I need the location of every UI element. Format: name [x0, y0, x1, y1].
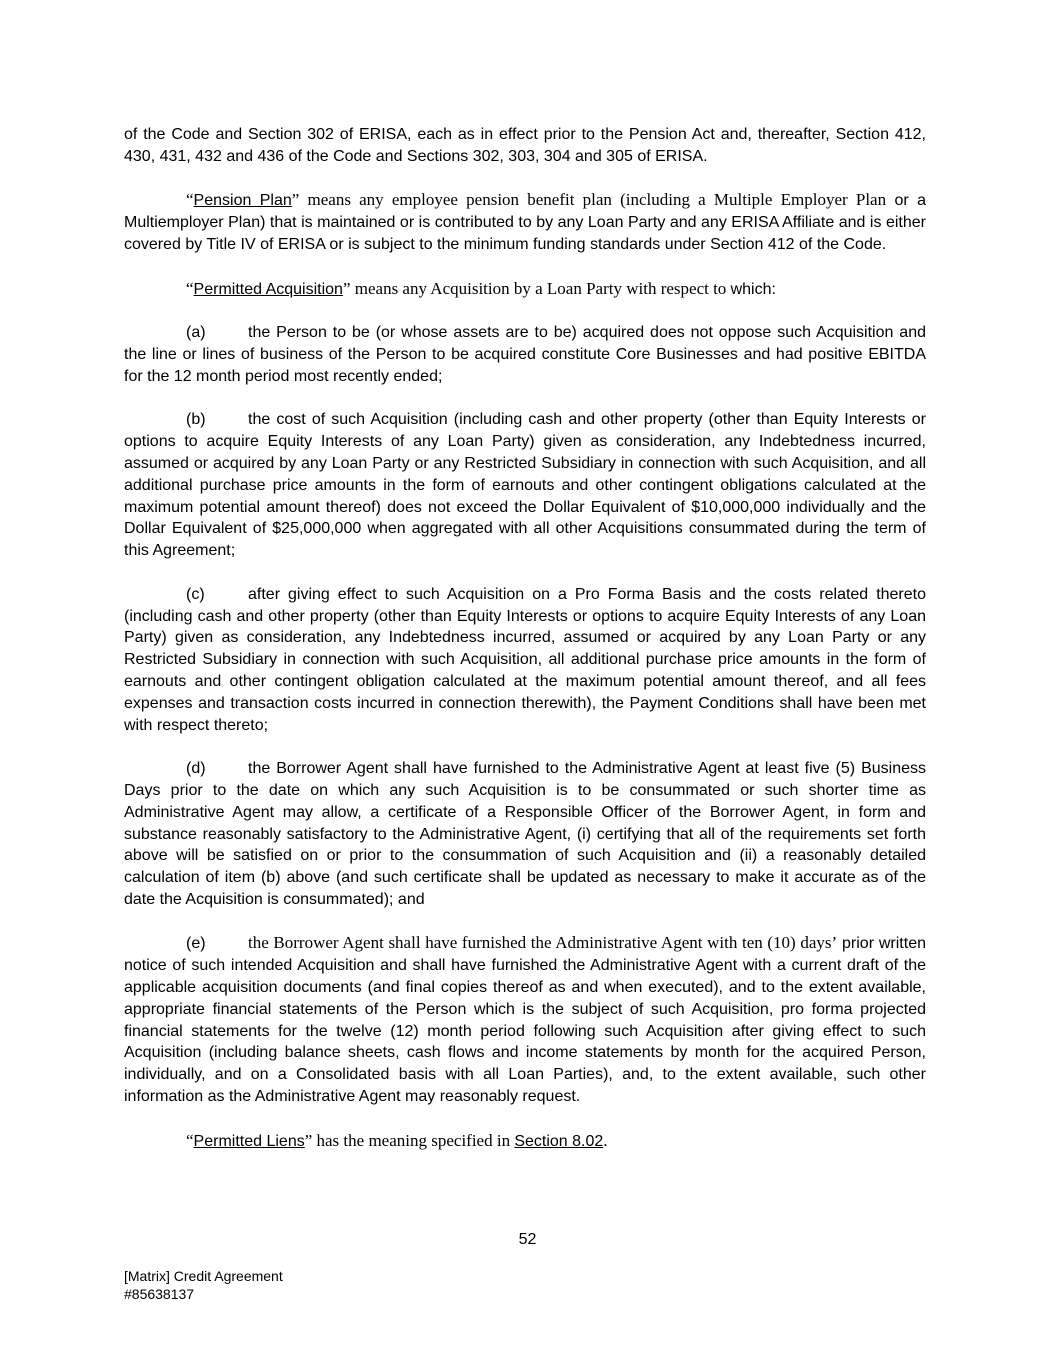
defined-term-permitted-acquisition: Permitted Acquisition: [193, 280, 343, 298]
definition-text: which:: [730, 280, 776, 298]
intro-continuation: of the Code and Section 302 of ERISA, each as in effect prior to the Pension Act and, thereafter, Section 412, 430, 431, 432 and 436 of the Code and Sections 302, 303, 304 and 305 of ERISA.: [124, 126, 926, 165]
open-quote: “: [186, 1130, 194, 1150]
clause-e: [124, 932, 926, 1107]
open-quote: “: [186, 190, 194, 210]
clause-text: after giving effect to such Acquisition on a Pro Forma Basis and the costs related thereto (including cash and other property (other than Equity Interests or options to acquire Equity Interests of any Loan Party) given as consideration, any Indebtedness incurred, assumed or acquired by any Loan Party or any Restricted Subsidiary in connection with such Acquisition, all additional purchase price amounts in the form of earnouts and other contingent obligation calculated at the maximum potential amount thereof, and all fees expenses and transaction costs incurred in connection therewith), the Payment Conditions shall have been met with respect thereto;: [124, 585, 926, 734]
close-quote: ”: [342, 278, 351, 298]
footer-document-name: [Matrix] Credit Agreement: [124, 1268, 283, 1284]
clause-text: prior written notice of such intended Acquisition and shall have furnished the Administrative Agent with a current draft of the applicable acquisition documents (and final copies thereof as and when executed), and to the extent available, appropriate financial statements of the Person which is the subject of such Acquisition, pro forma projected financial statements for the twelve (12) month period following such Acquisition after giving effect to such Acquisition (including balance sheets, cash flows and income statements by month for the acquired Person, individually, and on a Consolidated basis with all Loan Parties), and, to the extent available, such other information as the Administrative Agent may reasonably request.: [124, 935, 926, 1106]
document-body: [124, 124, 926, 1174]
close-quote: ”: [291, 190, 300, 210]
defined-term-permitted-liens: Permitted Liens: [193, 1132, 305, 1150]
clause-c: [124, 584, 926, 737]
clause-label: (a): [186, 324, 206, 342]
clause-text: the Borrower Agent shall have furnished to the Administrative Agent at least five (5) Business Days prior to the date on which any such Acquisition is to be consummated or such shorter time as Administrative Agent may allow, a certificate of a Responsible Officer of the Borrower Agent, in form and substance reasonably satisfactory to the Administrative Agent, (i) certifying that all of the requirements set forth above will be satisfied on or prior to the consummation of such Acquisition and (ii) a reasonably detailed calculation of item (b) above (and such certificate shall be updated as necessary to make it accurate as of the date the Acquisition is consummated); and: [124, 760, 926, 908]
page-number: 52: [518, 1231, 537, 1248]
footer: [124, 1267, 283, 1303]
definition-pension-plan: [124, 189, 926, 255]
clause-label: (e): [186, 935, 206, 953]
clause-text: the cost of such Acquisition (including cash and other property (other than Equity Interests or options to acquire Equity Interests of any Loan Party) given as consideration, any Indebtedness incurred, assumed or acquired by any Loan Party or any Restricted Subsidiary in connection with such Acquisition, and all additional purchase price amounts in the form of earnouts and other contingent obligations calculated at the maximum potential amount thereof) does not exceed the Dollar Equivalent of $10,000,000 individually and the Dollar Equivalent of $25,000,000 when aggregated with all other Acquisitions consummated during the term of this Agreement;: [124, 411, 926, 560]
clause-a: [124, 322, 926, 387]
definition-lead: means any Acquisition by a Loan Party with respect to: [350, 278, 731, 298]
footer-document-id: #85638137: [124, 1286, 195, 1302]
clause-label: (d): [186, 760, 206, 778]
definition-permitted-liens: [124, 1130, 926, 1153]
open-quote: “: [186, 278, 194, 298]
clause-label: (b): [186, 411, 206, 429]
clause-d: [124, 758, 926, 911]
clause-lead: the Borrower Agent shall have furnished the Administrative Agent with ten (10) days’: [248, 933, 838, 953]
close-quote: ”: [304, 1130, 313, 1150]
definition-lead: means any employee pension benefit plan (including a Multiple Employer Plan: [299, 190, 887, 210]
clause-b: [124, 409, 926, 562]
definition-permitted-acquisition: [124, 278, 926, 301]
clause-text: the Person to be (or whose assets are to be) acquired does not oppose such Acquisition and the line or lines of business of the Person to be acquired constitute Core Businesses and had positive EBITDA for the 12 month period most recently ended;: [124, 324, 926, 385]
clause-label: (c): [186, 585, 205, 603]
definition-lead: has the meaning specified in: [312, 1130, 515, 1150]
defined-term-pension-plan: Pension Plan: [193, 192, 292, 210]
definition-end: .: [603, 1130, 608, 1150]
definition-text: or a Multiemployer Plan) that is maintained or is contributed to by any Loan Party and any ERISA Affiliate and is either covered by Title IV of ERISA or is subject to the minimum funding standards under Section 412 of the Code.: [124, 192, 926, 253]
section-reference: Section 8.02: [514, 1132, 604, 1150]
